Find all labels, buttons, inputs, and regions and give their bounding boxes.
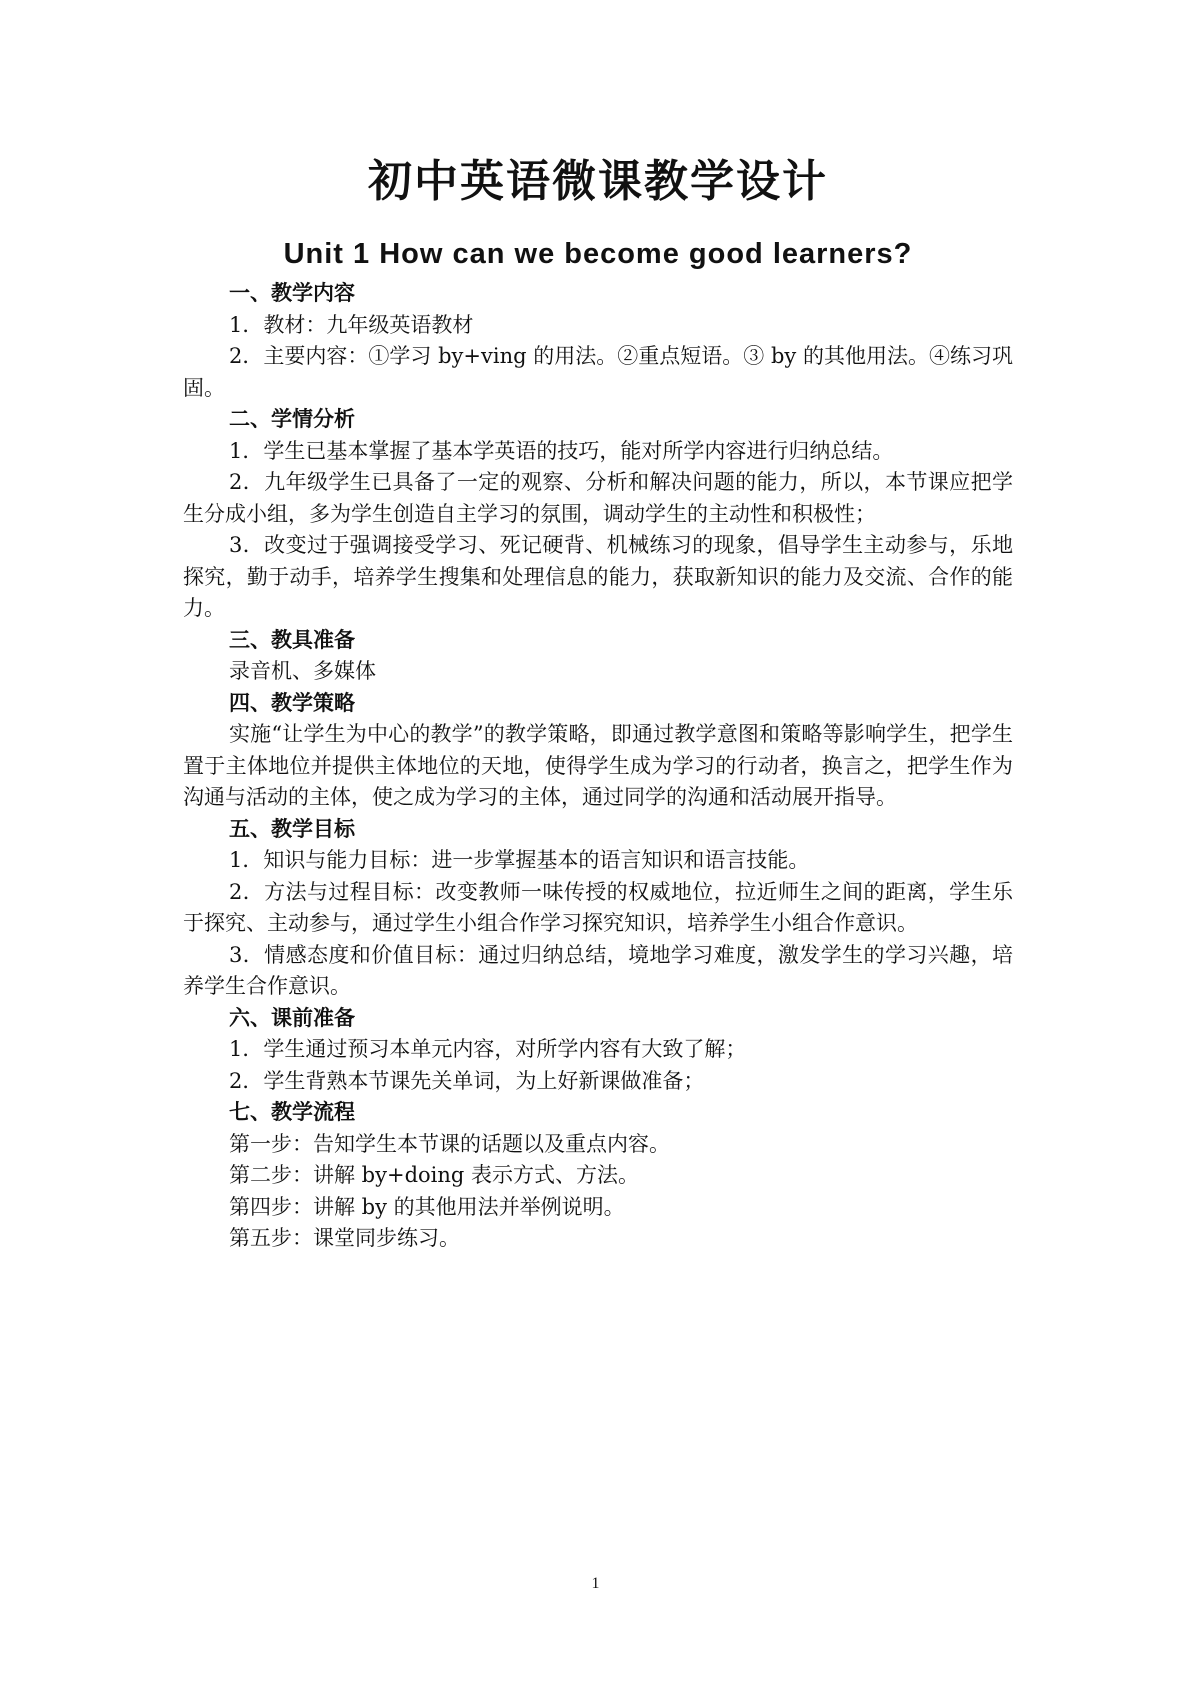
document-title: 初中英语微课教学设计 (368, 156, 828, 207)
section-teaching-process (183, 1097, 1013, 1255)
paragraph: 1．教材：九年级英语教材 (229, 312, 474, 337)
section-heading: 三、教具准备 (229, 627, 355, 652)
paragraph: 实施“让学生为中心的教学”的教学策略，即通过教学意图和策略等影响学生，把学生置于主体地位并提供主体地位的天地，使得学生成为学习的行动者，换言之，把学生作为沟通与活动的主体，使之成为学习的主体，通过同学的沟通和活动展开指导。 (183, 722, 1013, 809)
section-heading: 一、教学内容 (229, 281, 355, 305)
page-number: 1 (591, 1575, 600, 1592)
document-body (183, 150, 1013, 1255)
paragraph: 2．九年级学生已具备了一定的观察、分析和解决问题的能力，所以，本节课应把学生分成小组，多为学生创造自主学习的氛围，调动学生的主动性和积极性； (183, 470, 1013, 526)
paragraph: 第二步：讲解 by+doing 表示方式、方法。 (229, 1163, 640, 1187)
section-teaching-strategy (183, 688, 1013, 814)
paragraph: 1．知识与能力目标：进一步掌握基本的语言知识和语言技能。 (229, 848, 810, 872)
section-student-analysis (183, 404, 1013, 625)
paragraph: 第一步：告知学生本节课的话题以及重点内容。 (229, 1131, 670, 1156)
paragraph: 1．学生已基本掌握了基本学英语的技巧，能对所学内容进行归纳总结。 (229, 438, 894, 463)
paragraph: 第四步：讲解 by 的其他用法并举例说明。 (229, 1194, 625, 1219)
section-teaching-objectives (183, 814, 1013, 1003)
section-pre-class-preparation (183, 1003, 1013, 1098)
section-heading: 四、教学策略 (229, 690, 355, 715)
paragraph: 2．方法与过程目标：改变教师一味传授的权威地位，拉近师生之间的距离，学生乐于探究、主动参与，通过学生小组合作学习探究知识，培养学生小组合作意识。 (183, 879, 1013, 935)
section-teaching-content (183, 278, 1013, 404)
paragraph: 第五步：课堂同步练习。 (229, 1226, 460, 1250)
section-teaching-aids (183, 625, 1013, 688)
section-heading: 五、教学目标 (229, 816, 355, 841)
section-heading: 二、学情分析 (229, 407, 355, 431)
document-subtitle: Unit 1 How can we become good learners? (283, 238, 913, 270)
section-heading: 六、课前准备 (229, 1005, 355, 1030)
paragraph: 3．改变过于强调接受学习、死记硬背、机械练习的现象，倡导学生主动参与，乐地探究，勤于动手，培养学生搜集和处理信息的能力，获取新知识的能力及交流、合作的能力。 (183, 533, 1013, 620)
paragraph: 3．情感态度和价值目标：通过归纳总结，境地学习难度，激发学生的学习兴趣，培养学生合作意识。 (183, 942, 1013, 998)
paragraph: 2．主要内容：①学习 by+ving 的用法。②重点短语。③ by 的其他用法。④练习巩固。 (183, 344, 1013, 400)
paragraph: 1．学生通过预习本单元内容，对所学内容有大致了解； (229, 1037, 747, 1061)
paragraph: 2．学生背熟本节课先关单词，为上好新课做准备； (229, 1068, 705, 1093)
section-heading: 七、教学流程 (229, 1100, 355, 1124)
paragraph: 录音机、多媒体 (229, 659, 376, 683)
